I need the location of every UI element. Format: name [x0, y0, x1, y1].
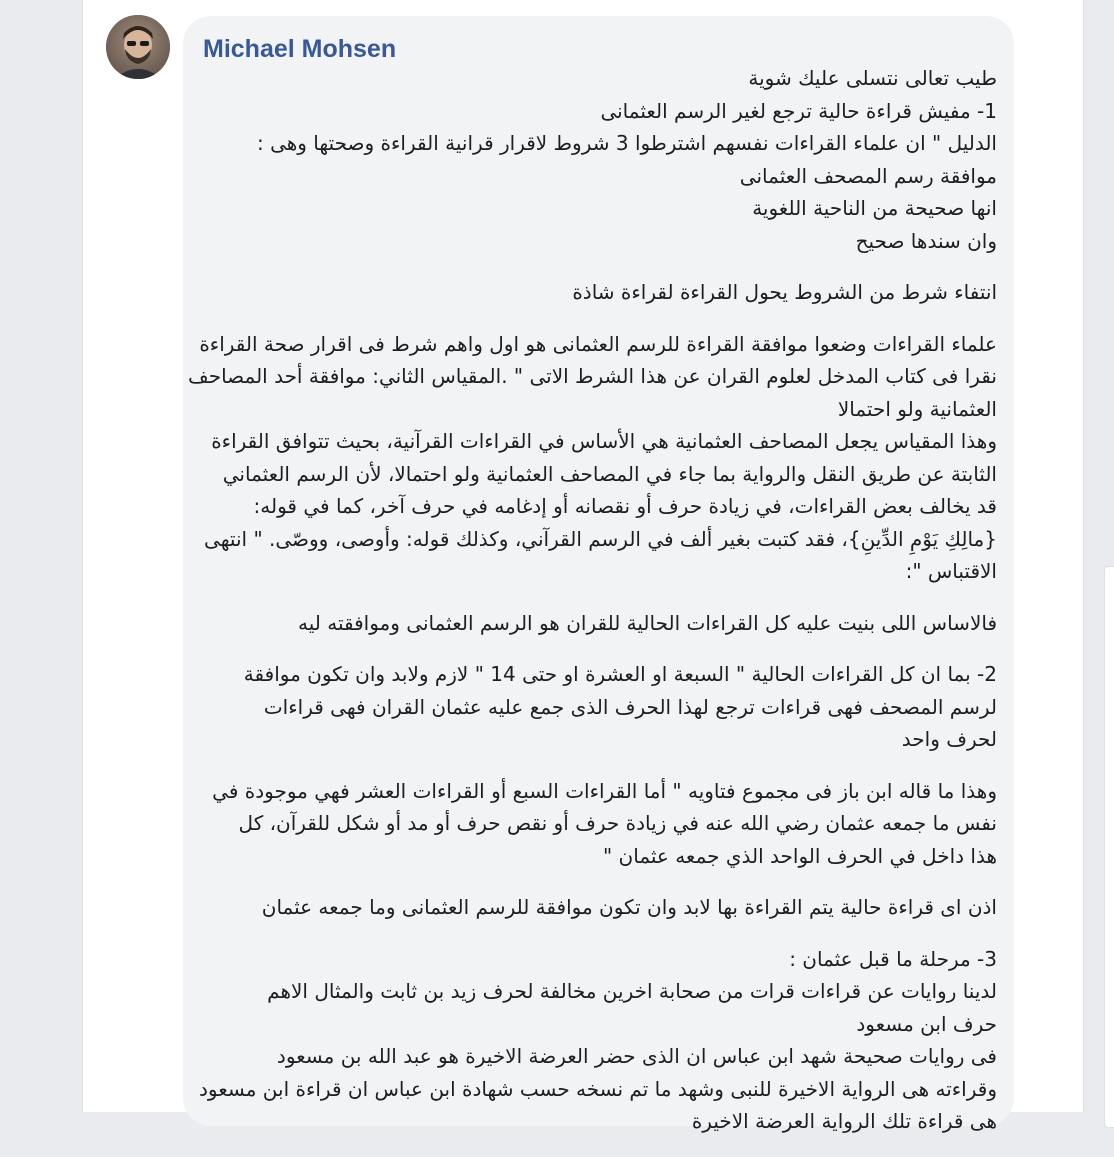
comment-line: 2- بما ان كل القراءات الحالية " السبعة او العشرة او حتى 14 " لازم ولابد وان تكون موافقة	[243, 662, 997, 686]
comment-paragraph	[203, 62, 997, 257]
comment-paragraph	[188, 328, 997, 588]
comment-line: انها صحيحة من الناحية اللغوية	[752, 196, 997, 220]
comment-paragraph	[203, 658, 997, 756]
comment-line: الثابتة عن طريق النقل والرواية بما جاء في المصاحف العثمانية ولو احتمالا، لأن الرسم العثماني	[222, 461, 997, 486]
comment-paragraph	[203, 775, 997, 873]
avatar[interactable]	[106, 15, 170, 79]
comment-line: هذا داخل في الحرف الواحد الذي جمعه عثمان "	[602, 843, 997, 868]
comment-author-name[interactable]: Michael Mohsen	[203, 35, 397, 63]
comment-line: وان سندها صحيح	[855, 228, 997, 253]
comment-line: فالاساس اللى بنيت عليه كل القراءات الحالية للقران هو الرسم العثمانى وموافقته ليه	[298, 610, 997, 635]
comment-line: هى قراءة تلك الرواية العرضة الاخيرة	[691, 1109, 997, 1133]
comment-line: وهذا المقياس يجعل المصاحف العثمانية هي الأساس في القراءات القرآنية، بحيث تتوافق القراءة	[211, 429, 997, 453]
comment-line: الاقتباس ":	[905, 559, 997, 583]
comment-line: نفس ما جمعه عثمان رضي الله عنه في زيادة حرف أو نقص حرف أو مد أو شكل للقرآن، كل	[238, 811, 997, 835]
profile-photo-icon	[106, 15, 170, 79]
comment-line: العثمانية ولو احتمالا	[837, 396, 997, 421]
side-card-edge	[1104, 566, 1114, 1128]
comment-line: 1- مفيش قراءة حالية ترجع لغير الرسم العثمانى	[600, 98, 997, 123]
comment-line: {مالِكِ يَوْمِ الدِّينِ}، فقد كتبت بغير ألف في الرسم القرآني، وكذلك قوله: وأوصى، ووصّى. " انتهى	[204, 526, 997, 551]
comment-paragraph	[203, 607, 997, 640]
comment-line: وقراءته هى الرواية الاخيرة للنبى وشهد ما تم نسخه حسب شهادة ابن عباس ان قراءة ابن مسعود	[198, 1076, 997, 1101]
comment-paragraph	[203, 891, 997, 924]
comment-line: لرسم المصحف فهى قراءات ترجع لهذا الحرف الذى جمع عليه عثمان القران فهى قراءات	[263, 694, 997, 719]
comment-line: طيب تعالى نتسلى عليك شوية	[748, 66, 997, 90]
comment-line: علماء القراءات وضعوا موافقة القراءة للرسم العثمانى هو اول واهم شرط فى اقرار صحة القراءة	[199, 331, 997, 356]
comment-line: اذن اى قراءة حالية يتم القراءة بها لابد وان تكون موافقة للرسم العثمانى وما جمعه عثمان	[261, 895, 997, 919]
comment-line: انتفاء شرط من الشروط يحول القراءة لقراءة شاذة	[572, 280, 997, 304]
comment-paragraph	[198, 943, 997, 1138]
comment-line: وهذا ما قاله ابن باز فى مجموع فتاويه " أما القراءات السبع أو القراءات العشر فهي موجودة في	[212, 778, 997, 803]
comment-line: لدينا روايات عن قراءات قرات من صحابة اخرين مخالفة لحرف زيد بن ثابت والمثال الاهم	[267, 979, 997, 1003]
comment-paragraph	[203, 276, 997, 309]
comment-line: فى روايات صحيحة شهد ابن عباس ان الذى حضر العرضة الاخيرة هو عبد الله بن مسعود	[276, 1044, 997, 1068]
comment-line: موافقة رسم المصحف العثمانى	[739, 163, 997, 188]
comment-line: الدليل " ان علماء القراءات نفسهم اشترطوا 3 شروط لاقرار قرانية القراءة وصحتها وهى :	[256, 131, 997, 155]
comment-line: نقرا فى كتاب المدخل لعلوم القران عن هذا الشرط الاتى " .المقياس الثاني: موافقة أحد المصاحف	[188, 364, 997, 388]
comment-line: حرف ابن مسعود	[856, 1011, 997, 1036]
comment-line: 3- مرحلة ما قبل عثمان :	[789, 946, 997, 971]
comment-body	[188, 62, 997, 1157]
comment-line: لحرف واحد	[901, 727, 997, 751]
comment-line: قد يخالف بعض القراءات، في زيادة حرف أو نقصانه أو إدغامه في حرف آخر، كما في قوله:	[253, 494, 997, 518]
